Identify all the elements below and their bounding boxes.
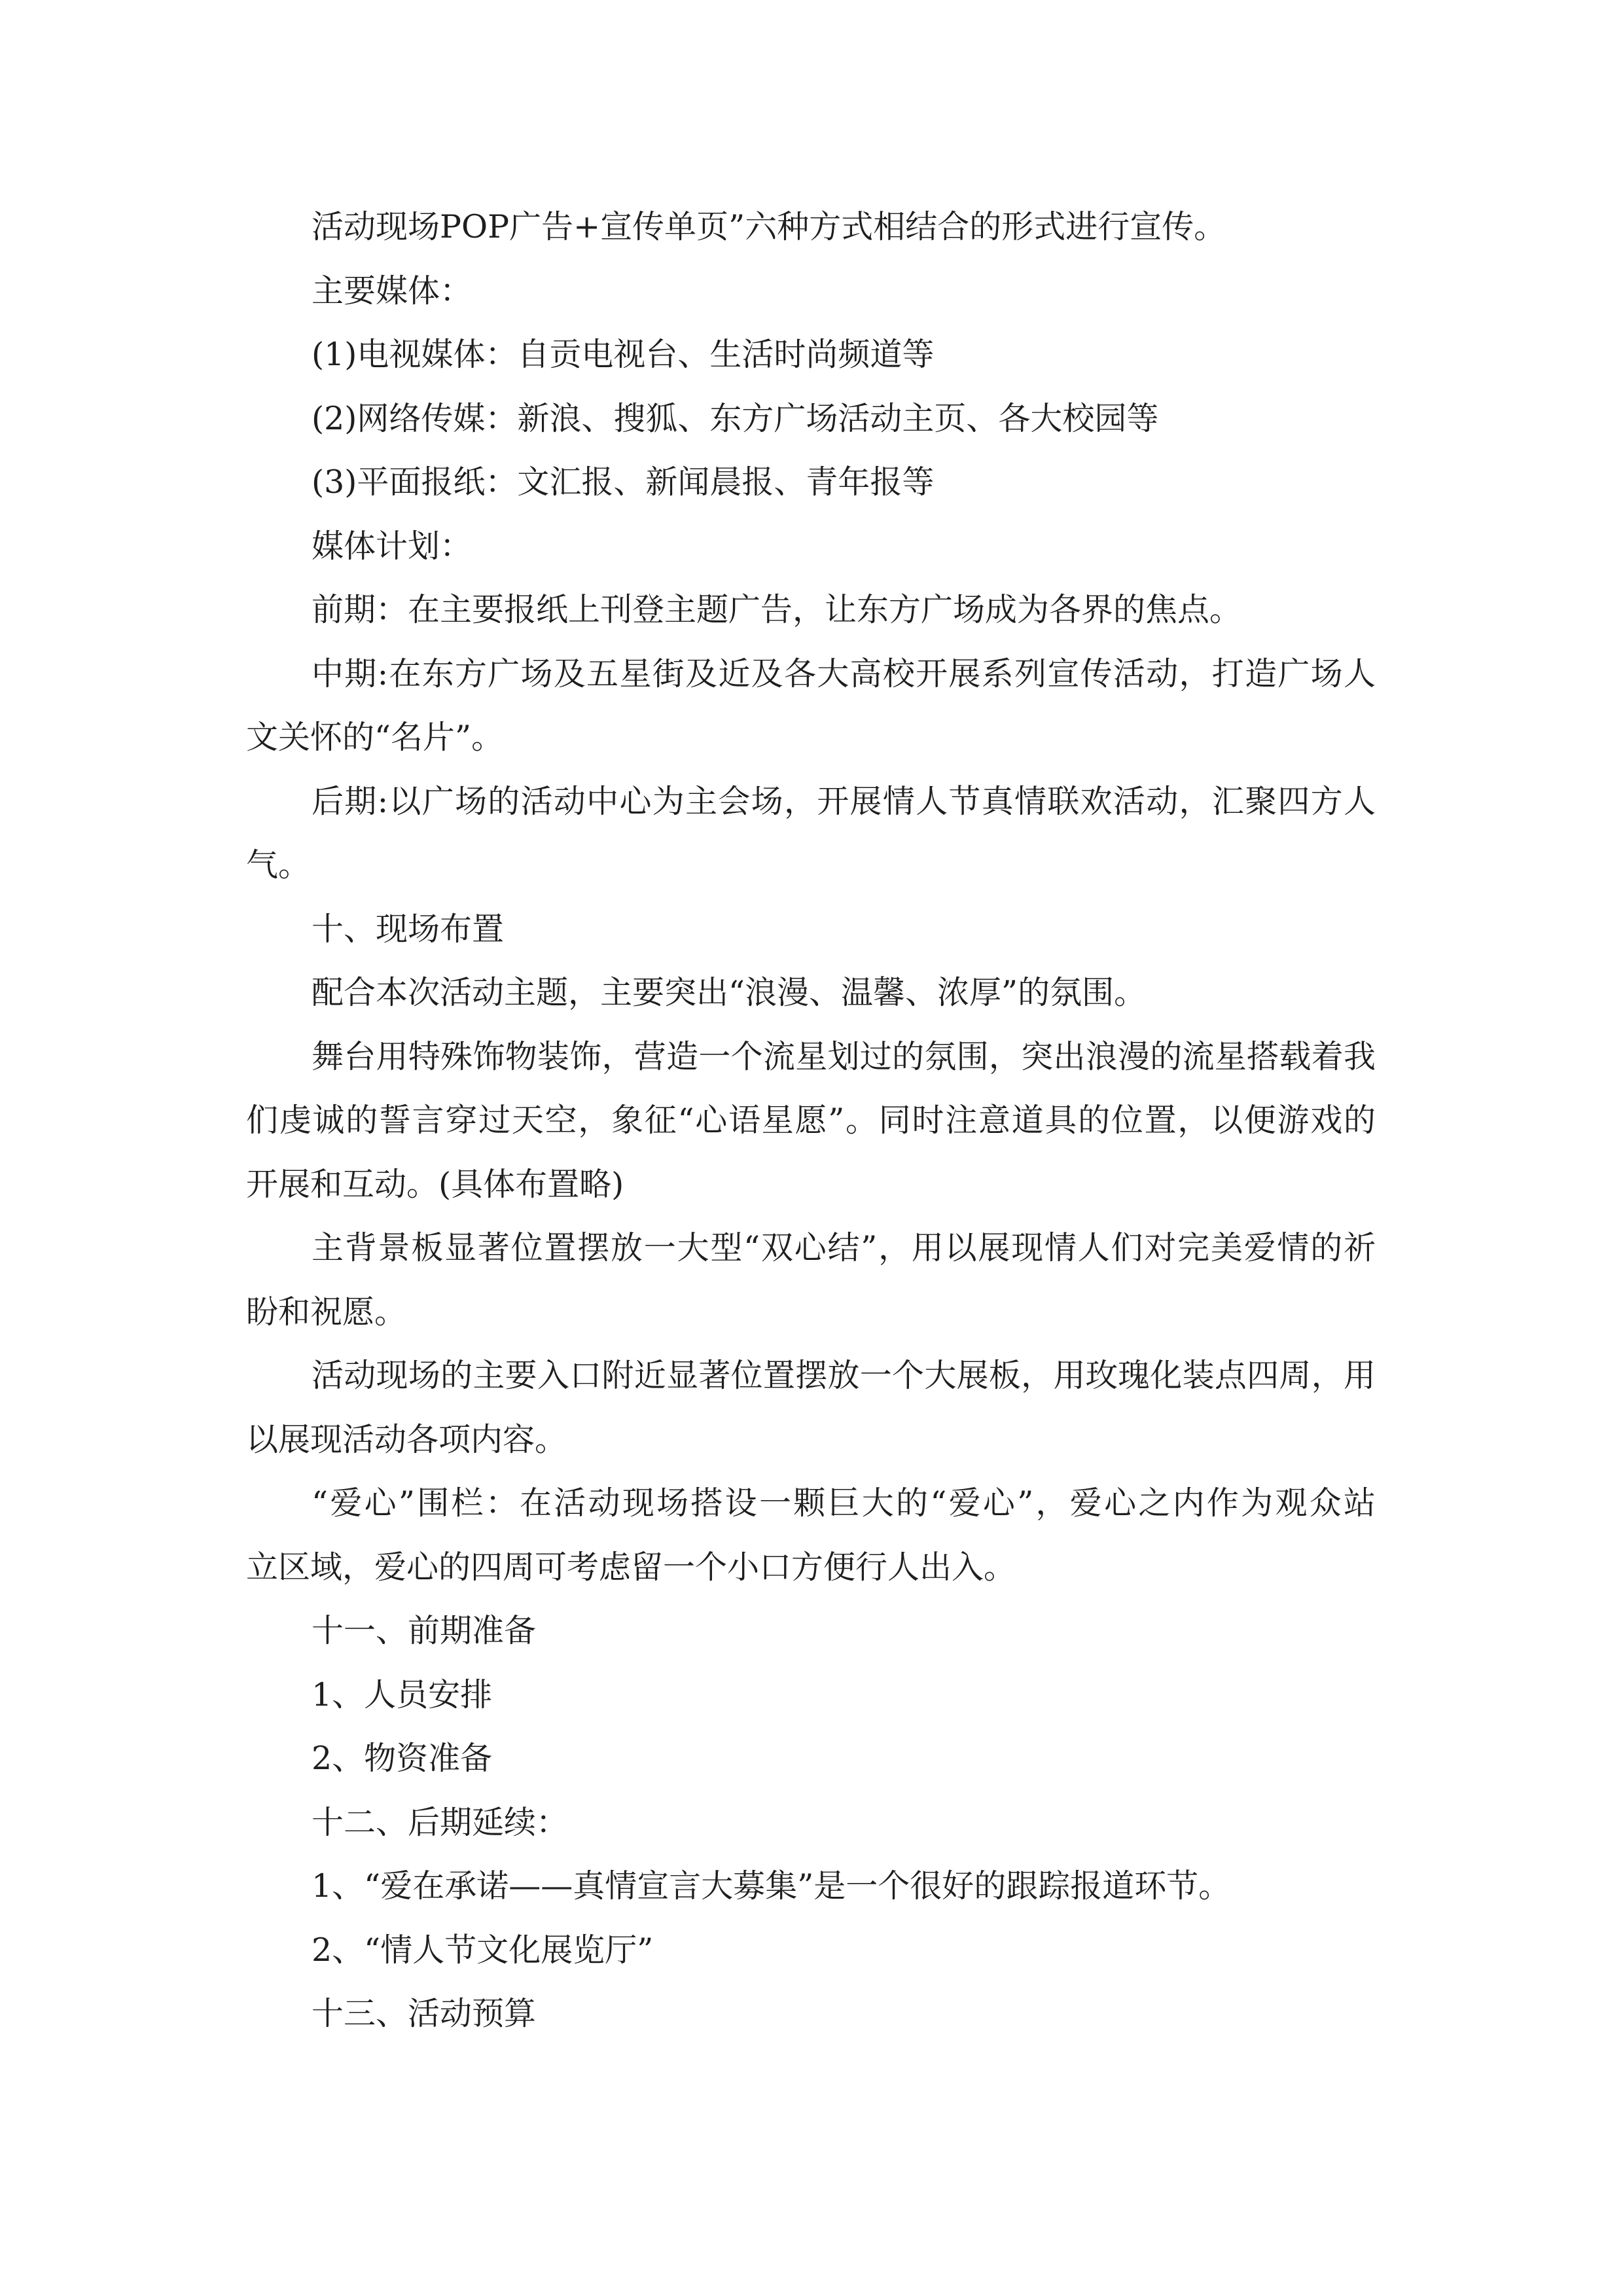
- paragraph-line: “爱心”围栏：在活动现场搭设一颗巨大的“爱心”，爱心之内作为观众站: [312, 1484, 1376, 1522]
- paragraph: [246, 1344, 1376, 1471]
- paragraph-line: 活动现场的主要入口附近显著位置摆放一个大展板，用玫瑰化装点四周，用: [312, 1357, 1376, 1394]
- list-item: [246, 1918, 1376, 1982]
- paragraph-line: (1)电视媒体：自贡电视台、生活时尚频道等: [312, 336, 935, 373]
- paragraph-line: 活动现场POP广告+宣传单页”六种方式相结合的形式进行宣传。: [312, 208, 1226, 245]
- paragraph-line: 主要媒体：: [312, 272, 473, 310]
- paragraph-line: 十三、活动预算: [312, 1995, 537, 2032]
- paragraph-line: 开展和互动。(具体布置略): [246, 1165, 624, 1203]
- section-heading: [246, 897, 1376, 961]
- document-body: [246, 195, 1376, 2046]
- media-heading: [246, 259, 1376, 323]
- paragraph-line: 主背景板显著位置摆放一大型“双心结”，用以展现情人们对完美爱情的祈: [312, 1229, 1376, 1266]
- paragraph-line: (3)平面报纸：文汇报、新闻晨报、青年报等: [312, 463, 935, 501]
- list-item: [246, 1854, 1376, 1918]
- paragraph: [246, 195, 1376, 259]
- paragraph-line: 前期：在主要报纸上刊登主题广告，让东方广场成为各界的焦点。: [312, 591, 1242, 628]
- paragraph: [246, 578, 1376, 642]
- paragraph-line: 立区域，爱心的四周可考虑留一个小口方便行人出入。: [246, 1548, 1016, 1586]
- paragraph-line: 们虔诚的誓言穿过天空，象征“心语星愿”。同时注意道具的位置，以便游戏的: [246, 1102, 1376, 1139]
- paragraph-line: 中期:在东方广场及五星街及近及各大高校开展系列宣传活动，打造广场人: [312, 655, 1376, 692]
- paragraph-line: 媒体计划：: [312, 527, 473, 565]
- paragraph: [246, 1025, 1376, 1217]
- paragraph-line: 1、人员安排: [312, 1676, 493, 1713]
- paragraph-line: 十、现场布置: [312, 910, 505, 948]
- paragraph-line: 盼和祝愿。: [246, 1293, 407, 1331]
- paragraph: [246, 1216, 1376, 1344]
- list-item: [246, 1727, 1376, 1791]
- section-heading: [246, 1982, 1376, 2046]
- media-plan-heading: [246, 514, 1376, 579]
- list-item: [246, 387, 1376, 451]
- paragraph-line: 十二、后期延续：: [312, 1803, 569, 1841]
- paragraph-line: 后期:以广场的活动中心为主会场，开展情人节真情联欢活动，汇聚四方人: [312, 782, 1376, 820]
- paragraph-line: 2、物资准备: [312, 1740, 493, 1777]
- section-heading: [246, 1791, 1376, 1855]
- section-heading: [246, 1599, 1376, 1663]
- paragraph-line: 气。: [246, 846, 311, 884]
- paragraph: [246, 642, 1376, 770]
- paragraph: [246, 1471, 1376, 1599]
- paragraph-line: 1、“爱在承诺——真情宣言大募集”是一个很好的跟踪报道环节。: [312, 1867, 1231, 1905]
- paragraph: [246, 961, 1376, 1025]
- paragraph-line: 十一、前期准备: [312, 1612, 537, 1649]
- list-item: [246, 450, 1376, 514]
- paragraph: [246, 770, 1376, 897]
- list-item: [246, 1663, 1376, 1727]
- paragraph-line: 文关怀的“名片”。: [246, 719, 504, 756]
- paragraph-line: (2)网络传媒：新浪、搜狐、东方广场活动主页、各大校园等: [312, 399, 1159, 437]
- list-item: [246, 323, 1376, 387]
- paragraph-line: 配合本次活动主题，主要突出“浪漫、温馨、浓厚”的氛围。: [312, 974, 1147, 1011]
- paragraph-line: 舞台用特殊饰物装饰，营造一个流星划过的氛围，突出浪漫的流星搭载着我: [312, 1037, 1376, 1075]
- paragraph-line: 2、“情人节文化展览厅”: [312, 1931, 654, 1969]
- paragraph-line: 以展现活动各项内容。: [246, 1420, 567, 1458]
